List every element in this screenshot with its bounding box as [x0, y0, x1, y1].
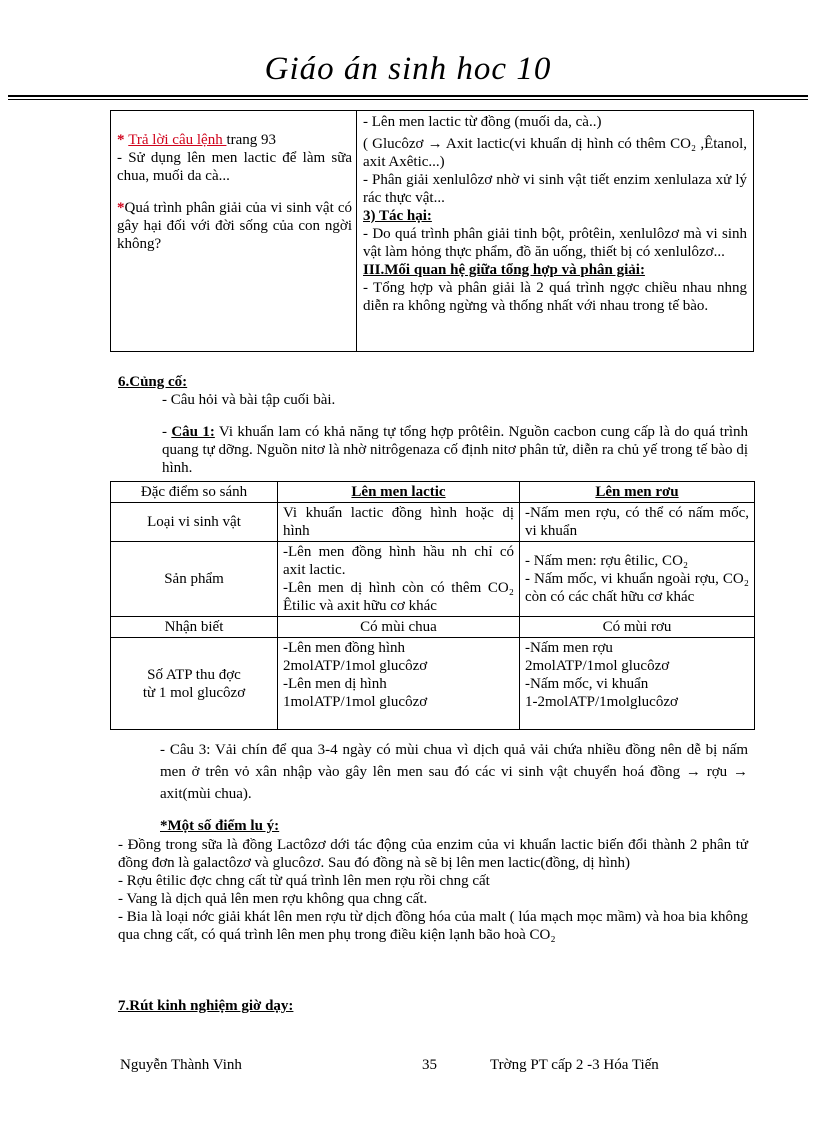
notes-body	[118, 836, 748, 944]
header-cell: Lên men lactic	[278, 482, 520, 503]
answer-star: *	[117, 132, 129, 148]
table-row	[111, 503, 755, 542]
left-line-1: - Sử dụng lên men lactic để làm sữa chua, muối da cà...	[117, 150, 352, 184]
answer-page: trang 93	[226, 132, 277, 148]
question-2: Quá trình phân giải của vi sinh vật có gây hại đối với đời sống của con ngời không?	[117, 200, 352, 252]
table-cell: -Nấm men rợu 2molATP/1mol glucôzơ -Nấm mốc, vi khuẩn 1-2molATP/1molglucôzơ	[520, 638, 755, 730]
table-cell: Vi khuẩn lactic đồng hình hoặc dị hình	[278, 503, 520, 542]
heading-tac-hai: 3) Tác hại:	[363, 208, 432, 224]
table-cell: Có mùi chua	[278, 617, 520, 638]
section6-heading: 6.Củng cố:	[118, 374, 188, 390]
lesson-table-right-column	[357, 111, 753, 351]
heading-moi-quan-he: III.Mối quan hệ giữa tổng hợp và phân giải:	[363, 262, 645, 278]
note-3: - Vang là dịch quả lên men rợu không qua chng cất.	[118, 891, 428, 907]
footer-page-number: 35	[422, 1057, 437, 1073]
table-cell: Số ATP thu đợc từ 1 mol glucôzơ	[111, 638, 278, 730]
section-cung-co	[118, 373, 748, 477]
notes-heading: *Một số điểm lu ý:	[160, 818, 280, 834]
table-row	[111, 638, 755, 730]
section7-heading: 7.Rút kinh nghiệm giờ dạy:	[118, 998, 294, 1014]
note-2: - Rợu êtilic đợc chng cất từ quá trình lên men rợu rồi chng cất	[118, 873, 490, 889]
cau3-text: - Câu 3: Vải chín để qua 3-4 ngày có mùi chua vì dịch quả vải chứa nhiều đồng nên dễ bị nấm men ở trên vỏ xân nhập vào gây lên men sau đó các vi sinh vật chuyển hoá đồng → rợu → axit(mùi chua).	[160, 742, 748, 802]
cau1-dash: -	[162, 424, 172, 440]
table-row	[111, 617, 755, 638]
table-header-row	[111, 482, 755, 503]
header-cell: Đặc điểm so sánh	[111, 482, 278, 503]
table-row	[111, 542, 755, 617]
lesson-table	[110, 110, 754, 352]
answer-label: Trả lời câu lệnh	[128, 132, 227, 148]
table-cell: -Lên men đồng hình hầu nh chỉ có axit lactic. -Lên men dị hình còn có thêm CO₂ Êtilic và axit hữu cơ khác	[278, 542, 520, 617]
section6-line-1: - Câu hỏi và bài tập cuối bài.	[162, 392, 336, 408]
table-cell: Loại vi sinh vật	[111, 503, 278, 542]
cau1-text: Vi khuẩn lam có khả năng tự tổng hợp prôtêin. Nguồn cacbon cung cấp là do quá trình quang tự dỡng. Nguồn nitơ là nhờ nitrôgenaza cố định nitơ phân tử, diễn ra chủ yế trong tế bào dị hình.	[162, 424, 748, 476]
right-line-4: - Do quá trình phân giải tinh bột, prôtêin, xenlulôzơ mà vi sinh vật làm hỏng thực phẩm, đồ ăn uống, thiết bị có xenlulôzơ...	[363, 226, 747, 260]
header-rule-thin	[8, 99, 808, 100]
note-1: - Đồng trong sữa là đồng Lactôzơ dới tác động của enzim của vi khuẩn lactic biến đổi thành 2 phân tử đồng đơn là galactôzơ và glucôzơ. Sau đó đồng nà sẽ bị lên men lactic(đồng, dị hình)	[118, 837, 748, 871]
page-header-title: Giáo án sinh hoc 10	[264, 51, 552, 87]
note-4: - Bia là loại nớc giải khát lên men rợu từ dịch đồng hóa của malt ( lúa mạch mọc mầm) và hoa bia không qua chng cất, có quá trình lên men phụ trong điều kiện lạnh bão hoà CO₂	[118, 909, 748, 943]
cau1-label: Câu 1:	[171, 424, 215, 440]
footer-school: Trờng PT cấp 2 -3 Hóa Tiến	[490, 1057, 659, 1073]
right-line-5: - Tổng hợp và phân giải là 2 quá trình ngợc chiều nhau nhng diễn ra không ngừng và thống nhất với nhau trong tế bào.	[363, 280, 747, 314]
footer-author: Nguyễn Thành Vinh	[120, 1057, 242, 1073]
table-cell: Có mùi rơu	[520, 617, 755, 638]
lesson-table-left-column	[111, 111, 357, 351]
right-line-2: ( Glucôzơ → Axit lactic(vi khuẩn dị hình có thêm CO₂ ,Êtanol, axit Axêtic...)	[363, 136, 747, 170]
table-cell: Sản phẩm	[111, 542, 278, 617]
section-rut-kinh-nghiem	[118, 997, 748, 1015]
comparison-table	[110, 481, 755, 730]
right-line-1: - Lên men lactic từ đồng (muối da, cà..)	[363, 114, 602, 130]
table-cell: Nhận biết	[111, 617, 278, 638]
section-cau-3	[118, 740, 748, 805]
table-cell: - Nấm men: rợu êtilic, CO₂ - Nấm mốc, vi khuẩn ngoài rợu, CO₂ còn có các chất hữu cơ khác	[520, 542, 755, 617]
header-cell: Lên men rơu	[520, 482, 755, 503]
header-rule-thick	[8, 95, 808, 97]
question-star: *	[117, 200, 125, 216]
table-cell: -Lên men đồng hình 2molATP/1mol glucôzơ -Lên men dị hình 1molATP/1mol glucôzơ	[278, 638, 520, 730]
table-cell: -Nấm men rợu, có thể có nấm mốc, vi khuẩn	[520, 503, 755, 542]
right-line-3: - Phân giải xenlulôzơ nhờ vi sinh vật tiết enzim xenlulaza xử lý rác thực vật...	[363, 172, 747, 206]
section-notes	[118, 817, 748, 835]
